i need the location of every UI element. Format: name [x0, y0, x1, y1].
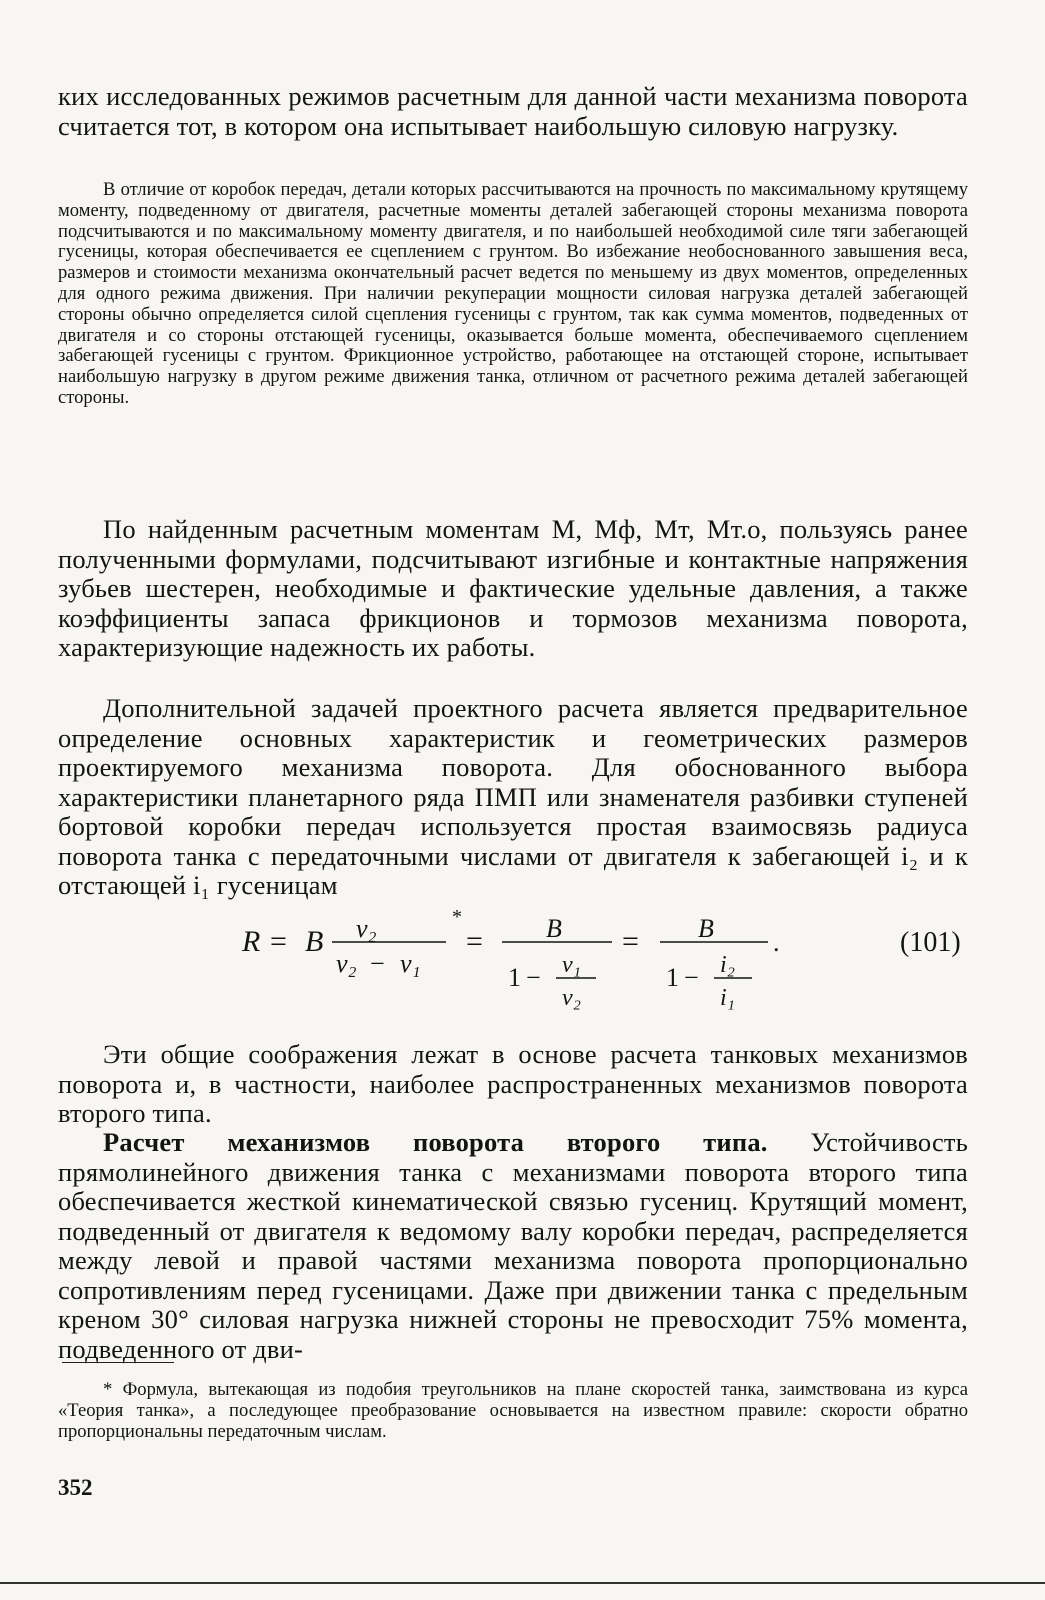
formula-number: (101) [900, 927, 961, 958]
formula-v2-inner: v₂ [562, 985, 581, 1011]
paragraph-general-considerations: Эти общие соображения лежат в основе расчета танковых механизмов поворота и, в частности, наиболее распространенных механизмов поворота второго типа. [58, 1039, 968, 1128]
section-heading: Расчет механизмов поворота второго типа. [103, 1127, 768, 1157]
formula-b: B [305, 925, 324, 958]
formula-v1-denominator: v₁ [400, 949, 421, 978]
formula-minus-2: − [526, 963, 541, 992]
scan-edge-line [0, 1582, 1045, 1584]
formula-v2-denominator: v₂ [336, 949, 357, 978]
formula-lhs: R [242, 925, 261, 958]
formula-minus-1: − [370, 949, 385, 978]
formula-b-numerator-3: B [698, 914, 714, 943]
formula-v1-inner: v₁ [562, 952, 581, 978]
formula-one-2: 1 [508, 963, 521, 992]
paragraph-small-print: В отличие от коробок передач, детали которых рассчитываются на прочность по максимальному крутящему моменту, подведенному от двигателя, расчетные моменты деталей забегающей стороны механизма поворота подсчитываются и по максимальному моменту двигателя, и по наибольшей необходимой силе тяги забегающей гусеницы, которая обеспечивается ее сцеплением с грунтом. Во избежание необоснованного завышения веса, размеров и стоимости механизма окончательный расчет ведется по меньшему из двух моментов, определенных для одного режима движения. При наличии рекуперации мощности силовая нагрузка деталей забегающей стороны обычно определяется силой сцепления гусеницы с грунтом, так как сумма моментов, подведенных от двигателя и со стороны отстающей гусеницы, оказывается больше момента, обеспечиваемого сцеплением забегающей гусеницы с грунтом. Фрикционное устройство, работающее на отстающей стороне, испытывает наибольшую нагрузку в другом режиме движения танка, отличном от расчетного режима деталей забегающей стороны. [58, 179, 968, 408]
paragraph-design-task: Дополнительной задачей проектного расчета является предварительное определение основных характеристик и геометрических размеров проектируемого механизма поворота. Для обоснованного выбора характеристики планетарного ряда ПМП или знаменателя разбивки ступеней бортовой коробки передач используется простая взаимосвязь радиуса поворота танка с передаточными числами от двигателя к забегающей i₂ и к отстающей i₁ гусеницам [58, 693, 968, 900]
svg-text:.: . [773, 928, 780, 957]
footnote-star: * [452, 910, 462, 928]
formula-v2-numerator: v₂ [356, 914, 377, 943]
footnote: * Формула, вытекающая из подобия треугольников на плане скоростей танка, заимствована из курса «Теория танка», а последующее преобразование основывается на известном правиле: скорости обратно пропорциональны передаточным числам. [58, 1379, 968, 1442]
formula-eq-3: = [622, 925, 639, 958]
formula-i1-inner: i₁ [720, 985, 736, 1011]
page-number: 352 [58, 1475, 93, 1500]
formula-eq-1: = [270, 925, 287, 958]
paragraph-second-type [58, 1128, 968, 1364]
formula-b-numerator-2: B [546, 914, 562, 943]
formula-minus-3: − [684, 963, 699, 992]
paragraph-intro: ких исследованных режимов расчетным для данной части механизма поворота считается тот, в котором она испытывает наибольшую силовую нагрузку. [58, 81, 968, 141]
formula-101 [0, 910, 1045, 1020]
section-body: Устойчивость прямолинейного движения танка с механизмами поворота второго типа обеспечивается жесткой кинематической связью гусениц. Крутящий момент, подведенный от двигателя к ведомому валу коробки передач, распределяется между левой и правой частями механизма поворота пропорционально сопротивлениям перед гусеницами. Даже при движении танка с предельным креном 30° силовая нагрузка нижней стороны не превосходит 75% момента, подведенного от дви- [58, 1127, 968, 1364]
paragraph-calculated-moments: По найденным расчетным моментам M, Mф, Mт, Mт.о, пользуясь ранее полученными формулами, подсчитывают изгибные и контактные напряжения зубьев шестерен, необходимые и фактические удельные давления, а также коэффициенты запаса фрикционов и тормозов механизма поворота, характеризующие надежность их работы. [58, 514, 968, 662]
formula-eq-2: = [466, 925, 483, 958]
formula-one-3: 1 [666, 963, 679, 992]
footnote-divider [62, 1362, 174, 1363]
formula-i2-inner: i₂ [720, 952, 736, 978]
